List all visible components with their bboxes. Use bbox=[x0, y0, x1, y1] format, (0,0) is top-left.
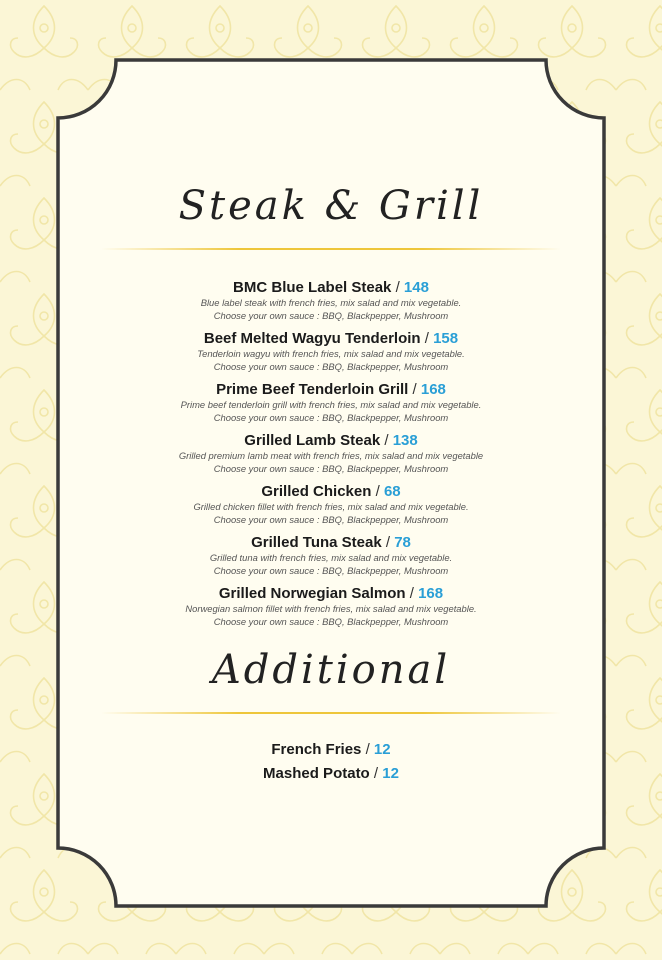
menu-item-description: Grilled chicken fillet with french fries, mix salad and mix vegetable. bbox=[193, 501, 469, 512]
price-separator: / bbox=[361, 741, 374, 758]
price-separator: / bbox=[391, 279, 404, 296]
price-separator: / bbox=[381, 534, 395, 551]
menu-item-description: Blue label steak with french fries, mix salad and mix vegetable. bbox=[200, 297, 462, 308]
menu-item-title bbox=[96, 329, 566, 348]
steak-menu-list bbox=[96, 278, 566, 628]
section-divider bbox=[101, 248, 561, 250]
price-separator: / bbox=[405, 585, 419, 602]
menu-item-name: Grilled Norwegian Salmon bbox=[218, 585, 406, 602]
additional-menu-list bbox=[96, 738, 566, 786]
menu-item bbox=[96, 584, 566, 628]
menu-item-price: 148 bbox=[403, 279, 429, 296]
menu-item-title bbox=[96, 533, 566, 552]
menu-item-price: 138 bbox=[392, 432, 418, 449]
additional-item bbox=[96, 738, 566, 762]
menu-item-price: 12 bbox=[373, 741, 391, 758]
menu-item-sauce-options: Choose your own sauce : BBQ, Blackpepper, Mushroom bbox=[213, 360, 449, 372]
additional-item bbox=[96, 762, 566, 786]
menu-item-name: French Fries bbox=[271, 741, 362, 758]
menu-item-name: Prime Beef Tenderloin Grill bbox=[216, 381, 409, 398]
menu-item-sauce-options: Choose your own sauce : BBQ, Blackpepper, Mushroom bbox=[213, 615, 449, 627]
menu-item-name: Grilled Tuna Steak bbox=[251, 534, 382, 551]
menu-content bbox=[96, 150, 566, 786]
menu-item-title bbox=[96, 482, 566, 501]
menu-item bbox=[96, 329, 566, 373]
menu-item-description: Grilled tuna with french fries, mix salad and mix vegetable. bbox=[209, 552, 453, 563]
section-title-steak-grill: Steak & Grill bbox=[178, 183, 484, 229]
menu-item-sauce-options: Choose your own sauce : BBQ, Blackpepper, Mushroom bbox=[213, 462, 449, 474]
menu-item-title bbox=[96, 584, 566, 603]
section-title-additional: Additional bbox=[211, 647, 451, 693]
menu-item-price: 78 bbox=[394, 534, 411, 551]
menu-item-sauce-options: Choose your own sauce : BBQ, Blackpepper, Mushroom bbox=[213, 564, 449, 576]
menu-item bbox=[96, 278, 566, 322]
menu-item-price: 12 bbox=[382, 765, 399, 782]
menu-item-description: Grilled premium lamb meat with french fries, mix salad and mix vegetable bbox=[178, 450, 484, 461]
menu-item-price: 168 bbox=[418, 585, 444, 602]
price-separator: / bbox=[380, 432, 393, 449]
menu-item-name: Grilled Chicken bbox=[261, 483, 372, 500]
menu-item-name: Grilled Lamb Steak bbox=[244, 432, 381, 449]
menu-item-title bbox=[96, 278, 566, 297]
section-divider bbox=[101, 712, 561, 714]
menu-item-sauce-options: Choose your own sauce : BBQ, Blackpepper, Mushroom bbox=[213, 411, 449, 423]
menu-item-title bbox=[96, 431, 566, 450]
menu-item-name: Mashed Potato bbox=[263, 765, 370, 782]
menu-item-title bbox=[96, 380, 566, 399]
menu-item-price: 68 bbox=[383, 483, 401, 500]
menu-item-sauce-options: Choose your own sauce : BBQ, Blackpepper, Mushroom bbox=[213, 309, 449, 321]
price-separator: / bbox=[408, 381, 421, 398]
menu-item-name: Beef Melted Wagyu Tenderloin bbox=[203, 330, 421, 347]
menu-item-name: BMC Blue Label Steak bbox=[233, 279, 392, 296]
price-separator: / bbox=[371, 483, 384, 500]
price-separator: / bbox=[420, 330, 434, 347]
menu-item-description: Tenderloin wagyu with french fries, mix salad and mix vegetable. bbox=[197, 348, 465, 359]
menu-item bbox=[96, 482, 566, 526]
price-separator: / bbox=[369, 765, 383, 782]
menu-item bbox=[96, 431, 566, 475]
menu-item-description: Prime beef tenderloin grill with french fries, mix salad and mix vegetable. bbox=[180, 399, 482, 410]
menu-item-price: 168 bbox=[420, 381, 446, 398]
menu-item bbox=[96, 533, 566, 577]
menu-item-sauce-options: Choose your own sauce : BBQ, Blackpepper, Mushroom bbox=[213, 513, 449, 525]
menu-item-price: 158 bbox=[433, 330, 459, 347]
menu-item-description: Norwegian salmon fillet with french fries, mix salad and mix vegetable. bbox=[185, 603, 477, 614]
menu-item bbox=[96, 380, 566, 424]
